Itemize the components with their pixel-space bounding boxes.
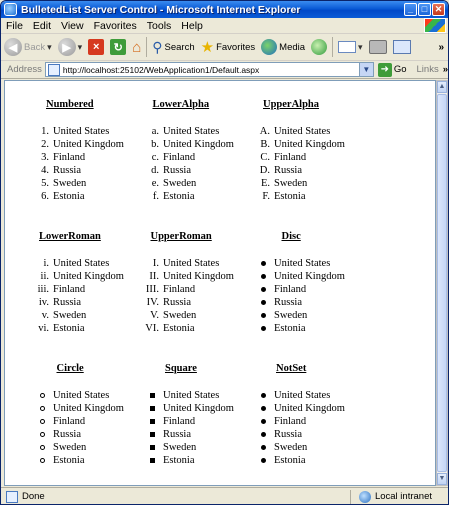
list-item-text: Sweden <box>274 442 308 453</box>
back-button[interactable] <box>1 38 55 56</box>
list-item-text: Sweden <box>53 442 87 453</box>
list-item-text: United States <box>53 258 110 269</box>
chevron-down-icon: ▾ <box>358 41 363 52</box>
list-item-text: Finland <box>53 284 86 295</box>
list-marker: D. <box>259 165 270 176</box>
list-marker: ii. <box>40 271 49 282</box>
scroll-up-button[interactable]: ▲ <box>437 81 447 93</box>
bullet-disc-icon <box>258 415 268 428</box>
bullet-square-icon <box>150 393 155 398</box>
address-bar <box>1 61 448 79</box>
bullet-disc-icon <box>258 257 268 270</box>
bullet-disc-icon <box>261 406 266 411</box>
list-marker: e. <box>151 178 159 189</box>
history-icon <box>311 39 327 55</box>
toolbar-overflow-button[interactable]: » <box>438 41 444 53</box>
scroll-thumb[interactable] <box>437 94 447 472</box>
chevron-down-icon: ▾ <box>77 41 83 52</box>
list-heading: Numbered <box>46 99 94 110</box>
list-item-text: Sweden <box>163 442 197 453</box>
list-item-text: United States <box>274 390 331 401</box>
list-marker: 1. <box>41 126 49 137</box>
stop-button[interactable] <box>85 39 107 55</box>
list-item-text: United Kingdom <box>163 403 234 414</box>
bullet-disc-icon <box>261 419 266 424</box>
links-overflow-button[interactable]: » <box>442 64 448 75</box>
bullet-square-icon <box>147 415 157 428</box>
list-marker: II. <box>149 271 159 282</box>
list-item-text: United States <box>163 126 220 137</box>
list-marker: 3. <box>41 152 49 163</box>
list-marker: 2. <box>41 139 49 150</box>
list-item-text: Finland <box>274 416 307 427</box>
list-heading: LowerAlpha <box>152 99 210 110</box>
list-marker: iv. <box>38 297 49 308</box>
list-item-text: Russia <box>163 297 192 308</box>
bullet-circle-icon <box>37 441 47 454</box>
list-heading: Square <box>165 363 197 374</box>
list-item-text: Finland <box>163 416 196 427</box>
mail-icon <box>338 41 356 53</box>
edit-button[interactable] <box>390 40 414 54</box>
list-item-text: Estonia <box>163 323 195 334</box>
list-item-text: Estonia <box>163 191 195 202</box>
links-label[interactable]: Links <box>416 64 439 75</box>
close-button[interactable]: ✕ <box>432 3 445 16</box>
list-heading: UpperAlpha <box>263 99 320 110</box>
list-item-text: United Kingdom <box>53 271 124 282</box>
media-icon <box>261 39 277 55</box>
bullet-disc-icon <box>258 402 268 415</box>
list-item-text: Finland <box>53 416 86 427</box>
list-marker: b. <box>151 139 159 150</box>
list-heading: UpperRoman <box>150 231 212 242</box>
search-label: Search <box>164 41 195 53</box>
home-button[interactable] <box>129 39 144 56</box>
list-item-text: Finland <box>53 152 86 163</box>
search-icon: ⚲ <box>152 38 163 55</box>
bullet-disc-icon <box>261 261 266 266</box>
list-marker: i. <box>43 258 49 269</box>
go-button[interactable] <box>378 63 407 77</box>
bullet-circle-icon <box>40 419 45 424</box>
bullet-square-icon <box>150 406 155 411</box>
list-item-text: Sweden <box>53 310 87 321</box>
list-item-text: Sweden <box>53 178 87 189</box>
list-item-text: United Kingdom <box>274 139 345 150</box>
list-item-text: Estonia <box>53 455 85 466</box>
list-marker: I. <box>152 258 159 269</box>
list-marker: C. <box>260 152 270 163</box>
list-item-text: United States <box>163 390 220 401</box>
list-item-text: United States <box>163 258 220 269</box>
bullet-disc-icon <box>261 326 266 331</box>
list-item-text: Estonia <box>53 191 85 202</box>
list-item-text: Estonia <box>274 191 306 202</box>
forward-arrow-icon: ▶ <box>58 38 76 56</box>
bullet-square-icon <box>147 441 157 454</box>
page-content <box>4 80 436 486</box>
list-marker: d. <box>151 165 159 176</box>
list-marker: 4. <box>41 165 49 176</box>
list-item-text: Estonia <box>274 455 306 466</box>
bullet-square-icon <box>147 454 157 467</box>
list-item-text: Finland <box>274 152 307 163</box>
list-heading: LowerRoman <box>39 231 101 242</box>
list-item-text: United Kingdom <box>274 403 345 414</box>
list-marker: A. <box>259 126 270 137</box>
maximize-button[interactable]: □ <box>418 3 431 16</box>
bullet-square-icon <box>147 402 157 415</box>
list-marker: F. <box>262 191 270 202</box>
bullet-circle-icon <box>40 445 45 450</box>
bullet-square-icon <box>147 428 157 441</box>
list-item-text: Russia <box>274 165 303 176</box>
bullet-disc-icon <box>258 389 268 402</box>
title-bar[interactable] <box>1 1 448 18</box>
list-marker: V. <box>150 310 159 321</box>
refresh-button[interactable] <box>107 39 129 55</box>
standard-toolbar <box>1 34 448 61</box>
list-marker: III. <box>145 284 159 295</box>
list-heading: Disc <box>281 231 301 242</box>
bullet-disc-icon <box>258 428 268 441</box>
list-item-text: United Kingdom <box>163 271 234 282</box>
address-input[interactable] <box>45 62 374 77</box>
media-label: Media <box>279 41 306 53</box>
bullet-circle-icon <box>37 415 47 428</box>
address-url[interactable]: http://localhost:25102/WebApplication1/Default.aspx <box>62 64 260 75</box>
bullet-disc-icon <box>261 287 266 292</box>
forward-button[interactable] <box>55 38 86 56</box>
list-marker: B. <box>260 139 270 150</box>
bullet-disc-icon <box>261 393 266 398</box>
edit-page-icon <box>393 40 411 54</box>
bullet-disc-icon <box>261 458 266 463</box>
home-icon: ⌂ <box>132 38 142 56</box>
bullet-circle-icon <box>37 402 47 415</box>
favorites-button[interactable] <box>198 38 259 56</box>
list-item-text: United States <box>274 126 331 137</box>
media-button[interactable] <box>258 39 308 55</box>
list-item-text: United States <box>274 258 331 269</box>
bullet-circle-icon <box>37 454 47 467</box>
minimize-button[interactable]: _ <box>404 3 417 16</box>
list-marker: a. <box>151 126 159 137</box>
list-marker: 5. <box>41 178 49 189</box>
menu-bar <box>1 18 448 34</box>
list-item-text: Russia <box>53 429 82 440</box>
list-marker: v. <box>41 310 49 321</box>
list-item-text: United States <box>53 126 110 137</box>
star-icon: ★ <box>200 39 215 56</box>
list-item-text: Sweden <box>274 310 308 321</box>
list-item-text: Russia <box>274 297 303 308</box>
menu-view[interactable]: View <box>61 19 84 32</box>
status-separator <box>350 490 351 504</box>
page-icon <box>48 64 60 76</box>
zone-label: Local intranet <box>374 491 432 502</box>
ie-app-icon <box>4 3 17 16</box>
scroll-down-button[interactable]: ▼ <box>437 473 447 485</box>
list-item-text: Sweden <box>274 178 308 189</box>
list-marker: VI. <box>145 323 159 334</box>
menu-file[interactable]: File <box>6 19 23 32</box>
security-zone <box>346 490 432 504</box>
printer-icon <box>369 40 387 54</box>
back-arrow-icon: ◀ <box>4 38 22 56</box>
refresh-icon: ↻ <box>110 39 126 55</box>
list-item-text: United Kingdom <box>274 271 345 282</box>
menu-help[interactable]: Help <box>181 19 203 32</box>
search-button[interactable] <box>149 39 197 56</box>
list-item-text: Finland <box>163 284 196 295</box>
bullet-disc-icon <box>261 300 266 305</box>
bullet-circle-icon <box>37 428 47 441</box>
bullet-square-icon <box>150 419 155 424</box>
bullet-circle-icon <box>40 393 45 398</box>
print-button[interactable] <box>366 40 390 54</box>
list-item-text: United Kingdom <box>163 139 234 150</box>
bullet-disc-icon <box>261 313 266 318</box>
list-heading: Circle <box>56 363 84 374</box>
list-marker: f. <box>152 191 159 202</box>
list-item-text: Estonia <box>274 323 306 334</box>
bullet-square-icon <box>147 389 157 402</box>
bullet-disc-icon <box>258 454 268 467</box>
go-arrow-icon: ➜ <box>378 63 392 77</box>
bullet-circle-icon <box>40 458 45 463</box>
bullet-disc-icon <box>258 441 268 454</box>
list-marker: IV. <box>146 297 159 308</box>
list-item-text: Sweden <box>163 178 197 189</box>
list-item-text: Russia <box>163 165 192 176</box>
list-marker: iii. <box>37 284 49 295</box>
bullet-square-icon <box>150 432 155 437</box>
bullet-disc-icon <box>258 270 268 283</box>
address-dropdown-icon[interactable]: ▼ <box>359 63 373 76</box>
list-heading: NotSet <box>276 363 307 374</box>
list-marker: c. <box>151 152 159 163</box>
stop-icon: × <box>88 39 104 55</box>
bullet-circle-icon <box>37 389 47 402</box>
list-item-text: United Kingdom <box>53 403 124 414</box>
page-done-icon <box>6 491 18 503</box>
vertical-scrollbar[interactable] <box>436 80 448 486</box>
list-item-text: United Kingdom <box>53 139 124 150</box>
bullet-disc-icon <box>258 283 268 296</box>
list-item-text: Finland <box>163 152 196 163</box>
back-label: Back <box>24 41 46 53</box>
toolbar-separator <box>146 37 147 57</box>
menu-favorites[interactable]: Favorites <box>93 19 137 32</box>
list-item-text: Estonia <box>53 323 85 334</box>
list-item-text: Finland <box>274 284 307 295</box>
list-item-text: Russia <box>274 429 303 440</box>
intranet-zone-icon <box>359 491 371 503</box>
menu-edit[interactable]: Edit <box>32 19 52 32</box>
list-item-text: Russia <box>53 165 82 176</box>
address-label: Address <box>7 64 42 75</box>
bullet-disc-icon <box>261 445 266 450</box>
history-button[interactable] <box>308 39 330 55</box>
favorites-label: Favorites <box>216 41 256 53</box>
chevron-down-icon: ▾ <box>47 41 52 52</box>
list-item-text: Estonia <box>163 455 195 466</box>
bullet-circle-icon <box>40 432 45 437</box>
list-item-text: United States <box>53 390 110 401</box>
bullet-circle-icon <box>40 406 45 411</box>
bullet-disc-icon <box>261 274 266 279</box>
toolbar-separator <box>332 37 333 57</box>
window-controls <box>404 3 445 16</box>
window-title: BulletedList Server Control - Microsoft Internet Explorer <box>21 3 301 16</box>
bullet-disc-icon <box>258 309 268 322</box>
status-text: Done <box>22 491 45 502</box>
list-marker: E. <box>260 178 270 189</box>
list-item-text: Russia <box>163 429 192 440</box>
list-item-text: Russia <box>53 297 82 308</box>
menu-tools[interactable]: Tools <box>146 19 172 32</box>
bullet-disc-icon <box>258 322 268 335</box>
bullet-disc-icon <box>261 432 266 437</box>
status-bar <box>1 487 448 505</box>
windows-logo-icon <box>424 18 446 33</box>
list-marker: 6. <box>41 191 49 202</box>
bullet-disc-icon <box>258 296 268 309</box>
bullet-square-icon <box>150 445 155 450</box>
mail-button[interactable] <box>335 41 366 53</box>
list-item-text: Sweden <box>163 310 197 321</box>
list-marker: vi. <box>38 323 49 334</box>
bullet-square-icon <box>150 458 155 463</box>
go-label: Go <box>393 64 407 75</box>
